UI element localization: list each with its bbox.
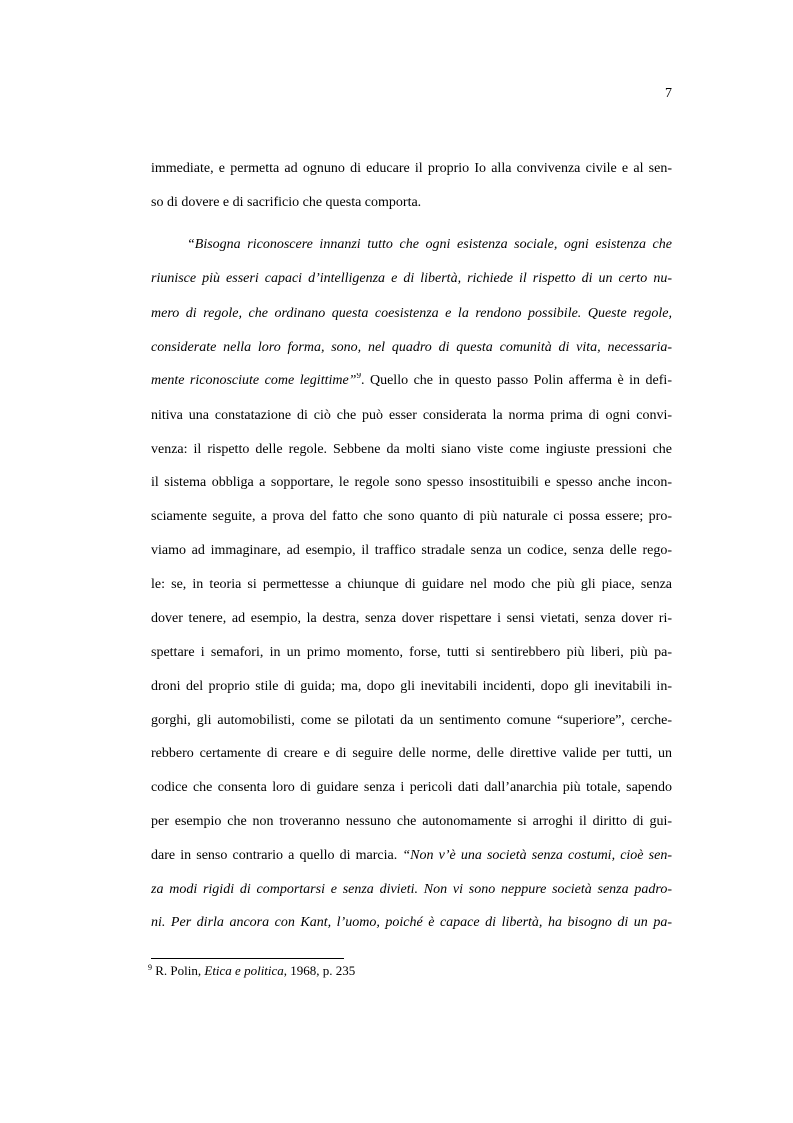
text-line [151,161,672,177]
text-segment: gorghi, gli automobilisti, come se pilotati da un sentimento comune “superiore”, cerche- [151,713,672,728]
text-segment: rebbero certamente di creare e di seguire delle norme, delle direttive valide per tutti, un [151,746,672,761]
text-line [151,848,672,864]
text-line [151,306,672,322]
text-line [151,509,672,525]
text-segment: mente riconosciute come legittime” [151,373,357,388]
text-segment: sciamente seguite, a prova del fatto che sono quanto di più naturale ci possa essere; pro- [151,509,672,524]
text-line [151,645,672,661]
text-segment: riunisce più esseri capaci d’intelligenza e di libertà, richiede il rispetto di un certo nu- [151,271,672,286]
page-number: 7 [665,86,672,101]
text-segment: per esempio che non troveranno nessuno che autonomamente si arroghi il diritto di gui- [151,814,672,829]
text-line [151,442,672,458]
footnote-marker: 9 [148,963,152,972]
text-segment: nitiva una constatazione di ciò che può esser considerata la norma prima di ogni convi- [151,408,672,423]
text-segment: viamo ad immaginare, ad esempio, il traffico stradale senza un codice, senza delle rego- [151,543,672,558]
text-line [151,408,672,424]
text-line [151,195,672,211]
text-line [151,373,672,389]
text-segment: venza: il rispetto delle regole. Sebbene da molti siano viste come ingiuste pressioni che [151,442,672,457]
text-line [151,679,672,695]
text-line [151,814,672,830]
text-segment: immediate, e permetta ad ognuno di educare il proprio Io alla convivenza civile e al sen- [151,161,672,176]
text-line [151,915,672,931]
text-segment: “Non v’è una società senza costumi, cioè sen- [402,848,672,863]
footnote-separator [151,958,344,959]
text-line [151,713,672,729]
text-segment: . Quello che in questo passo Polin afferma è in defi- [360,373,672,388]
text-line [151,611,672,627]
text-line [151,780,672,796]
text-segment: considerate nella loro forma, sono, nel quadro di questa comunità di vita, necessaria- [151,340,672,355]
text-line [151,882,672,898]
text-line [151,475,672,491]
text-segment: so di dovere e di sacrificio che questa comporta. [151,195,422,210]
text-segment: codice che consenta loro di guidare senza i pericoli dati dall’anarchia più totale, sapendo [151,780,672,795]
footnote [148,963,355,979]
text-line [151,340,672,356]
text-segment: ni. Per dirla ancora con Kant, l’uomo, poiché è capace di libertà, ha bisogno di un pa- [151,915,672,930]
text-segment: dover tenere, ad esempio, la destra, senza dover rispettare i sensi vietati, senza dover ri- [151,611,672,626]
text-segment: “Bisogna riconoscere innanzi tutto che ogni esistenza sociale, ogni esistenza che [187,237,672,252]
text-line [151,577,672,593]
text-line [151,271,672,287]
text-line [151,543,672,559]
text-line [187,237,672,253]
text-segment: droni del proprio stile di guida; ma, dopo gli inevitabili incidenti, dopo gli inevitabili in- [151,679,672,694]
text-segment: za modi rigidi di comportarsi e senza divieti. Non vi sono neppure società senza padro- [151,882,672,897]
footnote-reference: 9 [356,373,361,380]
text-segment: spettare i semafori, in un primo momento, forse, tutti si sentirebbero più liberi, più pa- [151,645,672,660]
text-segment: dare in senso contrario a quello di marcia. [151,848,403,863]
text-line [151,746,672,762]
footnote-author: R. Polin, [155,963,205,978]
footnote-title: Etica e politica [204,963,284,978]
text-segment: mero di regole, che ordinano questa coesistenza e la rendono possibile. Queste regole, [151,306,672,321]
text-segment: il sistema obbliga a sopportare, le regole sono spesso insostituibili e spesso anche incon- [151,475,672,490]
footnote-details: , 1968, p. 235 [283,963,356,978]
text-segment: le: se, in teoria si permettesse a chiunque di guidare nel modo che più gli piace, senza [151,577,672,592]
